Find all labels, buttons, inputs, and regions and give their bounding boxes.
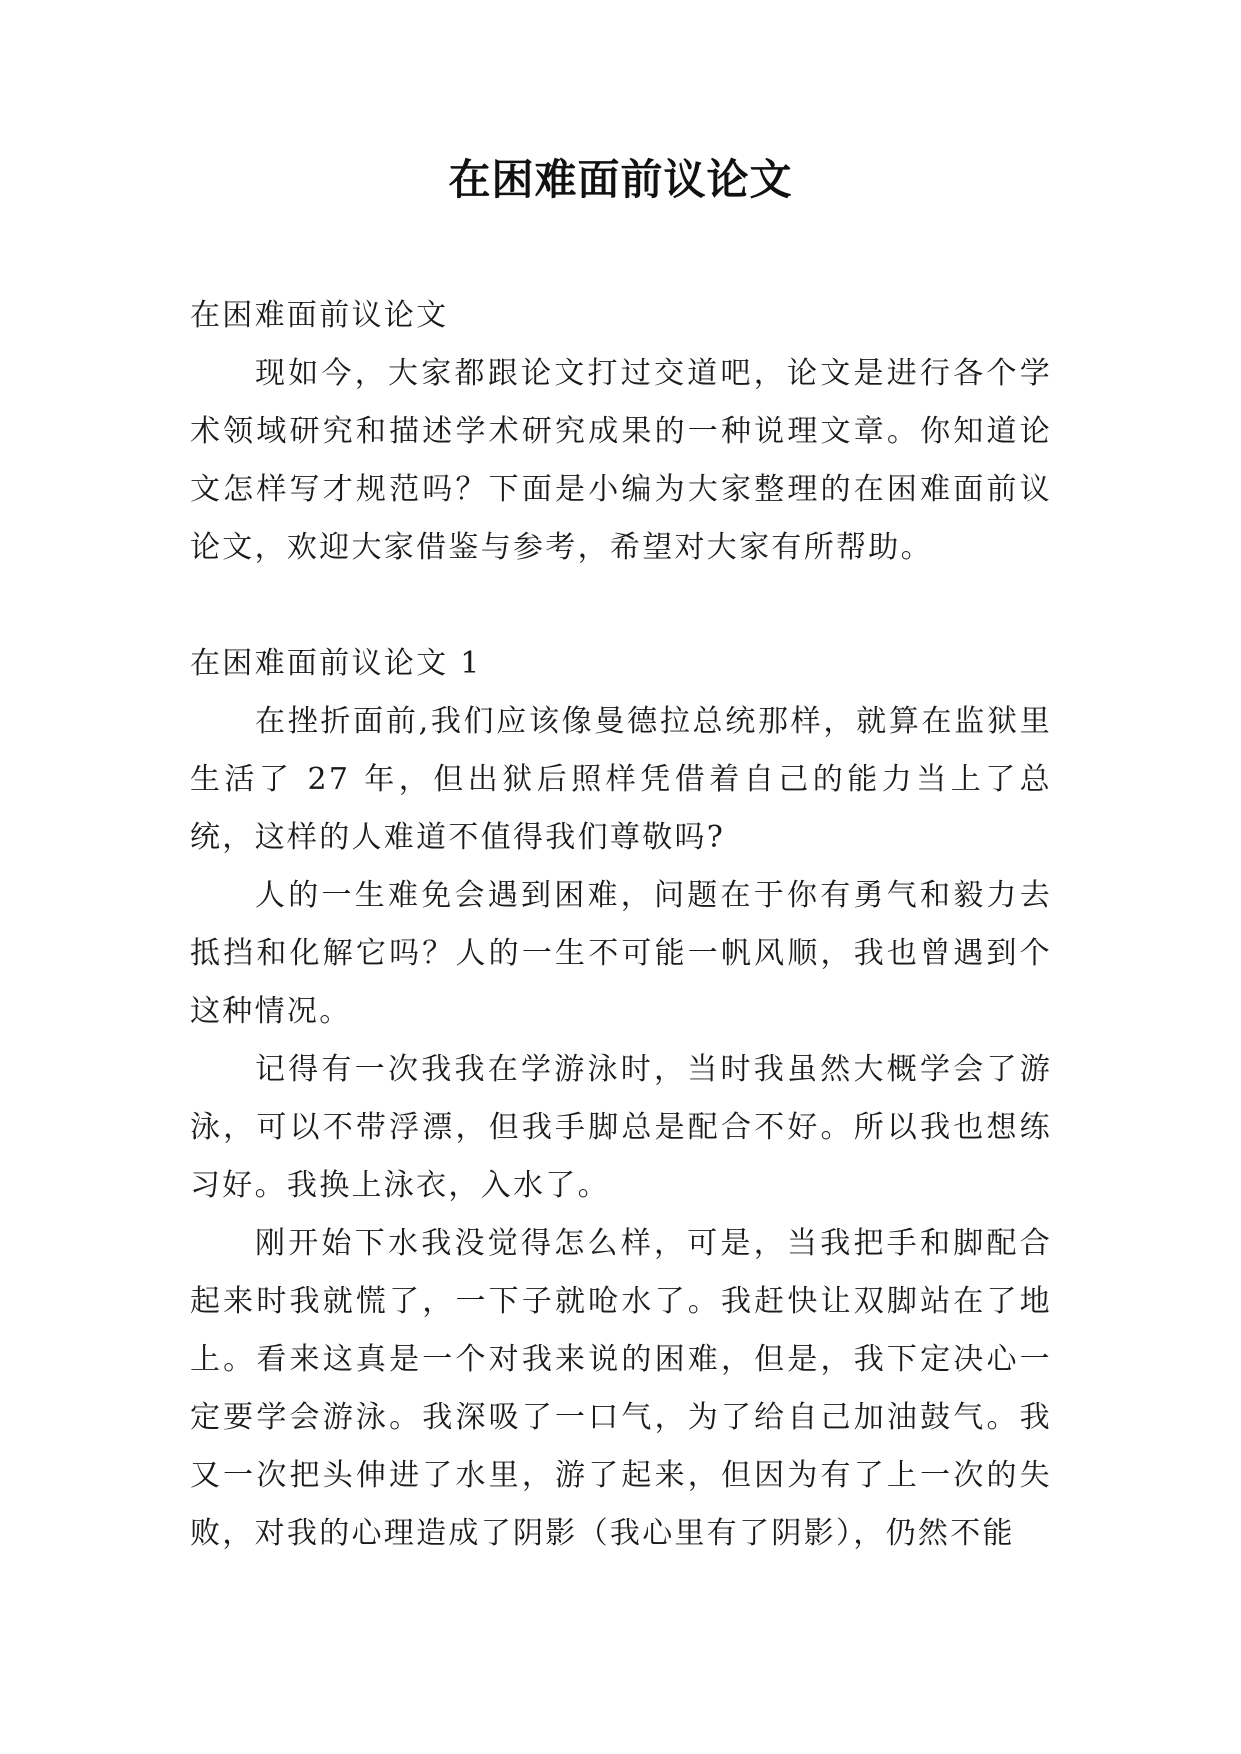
intro-paragraph: 现如今，大家都跟论文打过交道吧，论文是进行各个学术领域研究和描述学术研究成果的一种说理文章。你知道论文怎样写才规范吗？下面是小编为大家整理的在困难面前议论文，欢迎大家借鉴与参考，希望对大家有所帮助。 bbox=[190, 356, 1052, 565]
body-paragraph: 人的一生难免会遇到困难，问题在于你有勇气和毅力去抵挡和化解它吗？人的一生不可能一帆风顺，我也曾遇到个这种情况。 bbox=[190, 878, 1052, 1029]
body-paragraph: 在挫折面前,我们应该像曼德拉总统那样，就算在监狱里生活了 27 年，但出狱后照样凭借着自己的能力当上了总统，这样的人难道不值得我们尊敬吗? bbox=[190, 704, 1052, 855]
document-body bbox=[190, 287, 1052, 1563]
document-title: 在困难面前议论文 bbox=[448, 155, 793, 204]
intro-heading: 在困难面前议论文 bbox=[190, 298, 449, 333]
body-paragraph: 刚开始下水我没觉得怎么样，可是，当我把手和脚配合起来时我就慌了，一下子就呛水了。我赶快让双脚站在了地上。看来这真是一个对我来说的困难，但是，我下定决心一定要学会游泳。我深吸了一口气，为了给自己加油鼓气。我又一次把头伸进了水里，游了起来，但因为有了上一次的失败，对我的心理造成了阴影（我心里有了阴影），仍然不能 bbox=[190, 1226, 1052, 1551]
paragraph-spacer bbox=[190, 577, 1052, 635]
section-heading-1: 在困难面前议论文 1 bbox=[190, 646, 482, 681]
body-paragraph: 记得有一次我我在学游泳时，当时我虽然大概学会了游泳，可以不带浮漂，但我手脚总是配合不好。所以我也想练习好。我换上泳衣，入水了。 bbox=[190, 1052, 1052, 1203]
